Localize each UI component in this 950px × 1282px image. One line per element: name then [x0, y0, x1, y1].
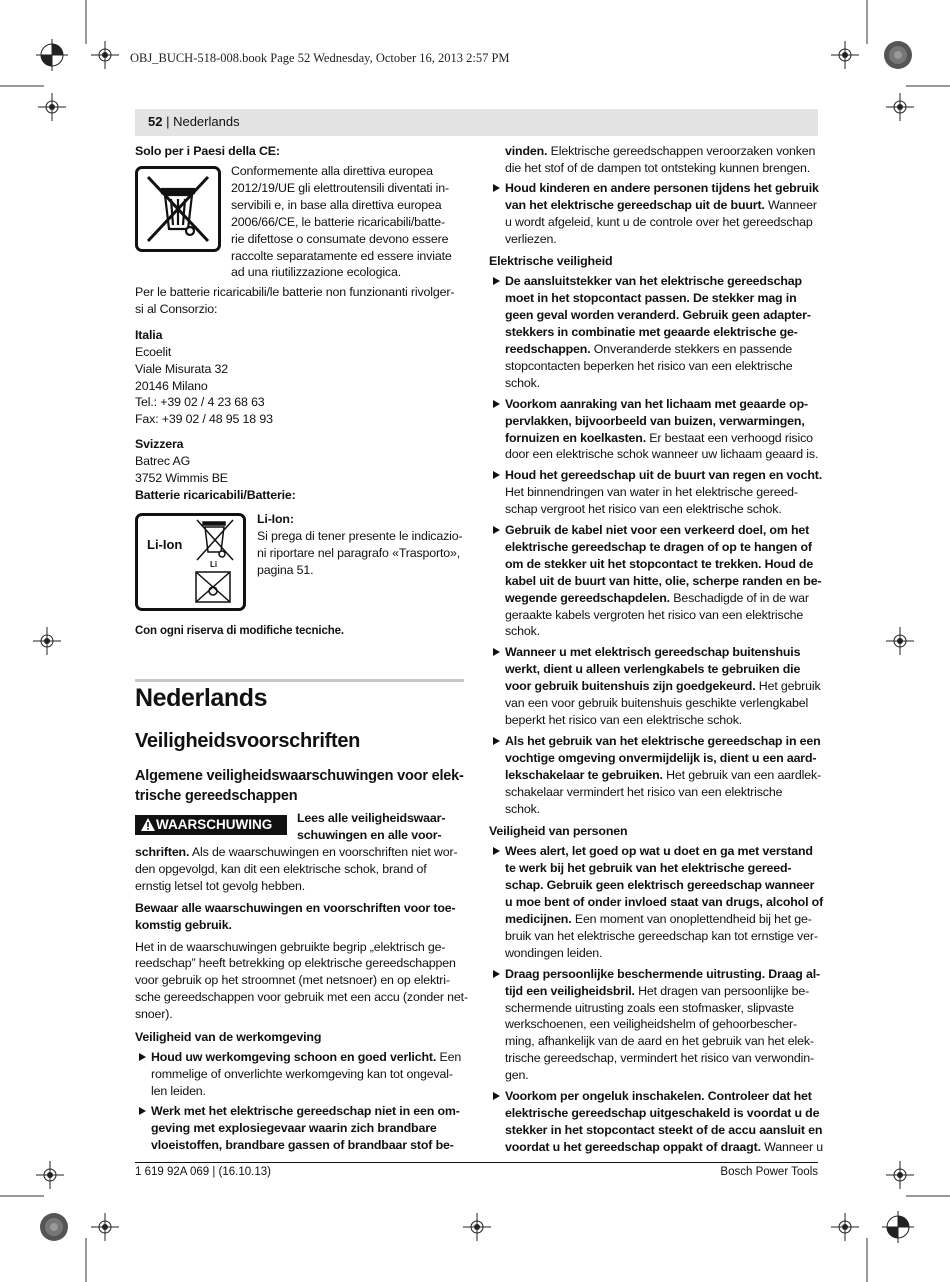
warning-triangle-icon [140, 817, 156, 832]
italia-heading: Italia [135, 327, 163, 342]
list-item: Als het gebruik van het elektrische gereedschap in een vochtige omgeving onvermijdelijk is, dient u een aard- lekschakelaar te gebruiken. Het gebruik van een aardlek- schakelaar vermindert het risico van een elektrische schok. [489, 733, 824, 818]
warn-right: Lees alle veiligheidswaar- schuwingen en alle voor- [297, 811, 446, 842]
svizzera-heading: Svizzera [135, 437, 184, 452]
list-item: Houd kinderen en andere personen tijdens het gebruik van het elektrische gereedschap uit de buurt. Wanneer u wordt afgeleid, kunt u de controle over het gereedschap verliezen. [489, 180, 824, 248]
personen-heading: Veiligheid van personen [489, 824, 628, 839]
nl-h3: Algemene veiligheidswaarschuwingen voor elek- trische gereedschappen [135, 768, 464, 804]
elek-heading: Elektrische veiligheid [489, 254, 613, 269]
footer-rule [135, 1162, 818, 1163]
batterie-heading: Batterie ricaricabili/Batterie: [135, 487, 296, 502]
list-item: Werk met het elektrische gereedschap niet in een om- geving met explosiegevaar waarin zich brandbare vloeistoffen, brandbare gassen of brandbaar stof be- [135, 1103, 470, 1154]
footer-right: Bosch Power Tools [720, 1166, 818, 1178]
list-item: Wees alert, let goed op wat u doet en ga met verstand te werk bij het gebruik van het elektrische gereed- schap. Gebruik geen elektrisch gereedschap wanneer u moe bent of onder invloed staat van drugs, alcohol of medicijnen. Een moment van onoplettendheid bij het ge- bruik van het elektrische gereedschap kan tot ernstige ver- wondingen leiden. [489, 843, 824, 961]
list-item: Houd uw werkomgeving schoon en goed verlicht. Een rommelige of onverlichte werkomgeving kan tot ongeval- len leiden. [135, 1049, 470, 1100]
left-body: schriften. Als de waarschuwingen en voorschriften niet wor- den opgevolgd, kan dit een elektrische schok, brand of ernstig letsel tot gevolg hebben. Bewaar alle waarschuwingen en voorschriften voor toe- komstig gebruik. Het in de waarschuwingen gebruikte begrip „elektrisch ge- reedschap” heeft betrekking op elektrische gereedschappen voor gebruik op het stroomnet (met netsnoer) en op elektri- sche gereedschappen voor gebruik met een accu (zonder net- snoer). Veiligheid van de werkomgeving Houd uw werkomgeving schoon en goed verlicht. Een rommelige of onverlichte werkomgeving kan tot ongeval- len leiden. Werk met het elektrische gereedschap niet in een om- geving met explosiegevaar waarin zich brandbare vloeistoffen, brandbare gassen of brandbaar stof be- [135, 844, 470, 1153]
weee-symbol [135, 166, 221, 252]
weee-text: Conformemente alla direttiva europea 2012/19/UE gli elettroutensili diventati in- servibili e, in base alla direttiva europea 2006/66/CE, le batterie ricaricabili/batte- rie difettose o consumate devono essere raccolte separatamente ed essere inviate ad una riutilizzazione ecologica. [231, 164, 452, 280]
list-item: De aansluitstekker van het elektrische gereedschap moet in het stopcontact passen. De stekker mag in geen geval worden veranderd. Gebruik geen adapter- stekkers in combinatie met geaarde elektrische ge- reedschappen. Onveranderde stekkers en passende stopcontacten beperken het risico van een elektrische schok. [489, 273, 824, 391]
list-item: Voorkom per ongeluk inschakelen. Controleer dat het elektrische gereedschap uitgeschakeld is voordat u de stekker in het stopcontact steekt of de accu aansluit en voordat u het gereedschap oppakt of draagt. Wanneer u [489, 1088, 824, 1156]
liion-box-label: Li-Ion [147, 537, 183, 552]
list-item: Gebruik de kabel niet voor een verkeerd doel, om het elektrische gereedschap te dragen of op te hangen of om de stekker uit het stopcontact te trekken. Houd de kabel uit de buurt van hitte, olie, scherpe randen en be- wegende gereedschapdelen. Beschadigde of in de war geraakte kabels vergroten het risico van een elektrische schok. [489, 522, 824, 640]
nl-subtitle: Veiligheidsvoorschriften [135, 730, 361, 752]
page-language: Nederlands [173, 114, 240, 129]
crossed-bin-icon [138, 169, 218, 249]
left-column [135, 143, 465, 160]
list-item: Voorkom aanraking van het lichaam met geaarde op- pervlakken, bijvoorbeeld van buizen, verwarmingen, fornuizen en koelkasten. Er bestaat een verhoogd risico door een elektrische schok wanneer uw lichaam geaard is. [489, 396, 824, 464]
consorzio-block: Per le batterie ricaricabili/le batterie non funzionanti rivolger- si al Consorzio: Italia Ecoelit Viale Misurata 32 20146 Milano Tel.: +39 02 / 4 23 68 63 Fax: +39 02 / 48 95 18 93 Svizzera Batrec AG 3752 Wimmis BE Batterie ricaricabili/Batterie: [135, 284, 470, 504]
li-small-label: Li [210, 560, 218, 569]
list-item: Houd het gereedschap uit de buurt van regen en vocht. Het binnendringen van water in het elektrische gereed- schap vergroot het risico van een elektrische schok. [489, 467, 824, 518]
riserva-note: Con ogni riserva di modifiche tecniche. [135, 625, 344, 637]
solo-heading: Solo per i Paesi della CE: [135, 144, 280, 158]
page-header: 52 | Nederlands [148, 114, 240, 129]
right-column: vinden. Elektrische gereedschappen veroorzaken vonken die het stof of de dampen tot ontsteking kunnen brengen. Houd kinderen en andere personen tijdens het gebruik van het elektrische gereedschap uit de buurt. Wanneer u wordt afgeleid, kunt u de controle over het gereedschap verliezen. Elektrische veiligheid De aansluitstekker van het elektrische gereedschap moet in het stopcontact passen. De stekker mag in geen geval worden veranderd. Gebruik geen adapter- stekkers in combinatie met geaarde elektrische ge- reedschappen. Onveranderde stekkers en passende stopcontacten beperken het risico van een elektrische schok. Voorkom aanraking van het lichaam met geaarde op- pervlakken, bijvoorbeeld van buizen, verwarmingen, fornuizen en koelkasten. Er bestaat een verhoogd risico door een elektrische schok wanneer uw lichaam geaard is. Houd het gereedschap uit de buurt van regen en vocht. Het binnendringen van water in het elektrische gereed- schap vergroot het risico van een elektrische schok. Gebruik de kabel niet voor een verkeerd doel, om het elektrische gereedschap te dragen of op te hangen of om de stekker uit het stopcontact te trekken. Houd de kabel uit de buurt van hitte, olie, scherpe randen en be- wegende gereedschapdelen. Beschadigde of in de war geraakte kabels vergroten het risico van een elektrische schok. Wanneer u met elektrisch gereedschap buitenshuis werkt, dient u alleen verlengkabels te gebruiken die voor gebruik buitenshuis zijn goedgekeurd. Het gebruik van een voor gebruik buitenshuis geschikte verlengkabel beperkt het risico van een elektrische schok. Als het gebruik van het elektrische gereedschap in een vochtige omgeving onvermijdelijk is, dient u een aard- lekschakelaar te gebruiken. Het gebruik van een aardlek- schakelaar vermindert het risico van een elektrische schok. Veiligheid van personen Wees alert, let goed op wat u doet en ga met verstand te werk bij het gebruik van het elektrische gereed- schap. Gebruik geen elektrisch gereedschap wanneer u moe bent of onder invloed staat van drugs, alcohol of medicijnen. Een moment van onoplettendheid bij het ge- bruik van het elektrische gereedschap kan tot ernstige ver- wondingen leiden. Draag persoonlijke beschermende uitrusting. Draag al- tijd een veiligheidsbril. Het dragen van persoonlijke be- schermende uitrusting zoals een stofmasker, slipvaste werkschoenen, een veiligheidshelm of gehoorbescher- ming, afhankelijk van de aard en het gebruik van het elek- trische gereedschap, vermindert het risico van verwondin- gen. Voorkom per ongeluk inschakelen. Controleer dat het elektrische gereedschap uitgeschakeld is voordat u de stekker in het stopcontact steekt of de accu aansluit en voordat u het gereedschap oppakt of draagt. Wanneer u [489, 144, 824, 1154]
list-item: Draag persoonlijke beschermende uitrusting. Draag al- tijd een veiligheidsbril. Het dragen van persoonlijke be- schermende uitrusting zoals een stofmasker, slipvaste werkschoenen, een veiligheidshelm of gehoorbescher- ming, afhankelijk van de aard en het gebruik van het elek- trische gereedschap, vermindert het risico van verwondin- gen. [489, 966, 824, 1084]
section-rule [135, 679, 464, 682]
footer-left: 1 619 92A 069 | (16.10.13) [135, 1166, 271, 1178]
liion-symbol [135, 513, 246, 611]
print-header: OBJ_BUCH-518-008.book Page 52 Wednesday, October 16, 2013 2:57 PM [130, 51, 510, 65]
list-item: Wanneer u met elektrisch gereedschap buitenshuis werkt, dient u alleen verlengkabels te gebruiken die voor gebruik buitenshuis zijn goedgekeurd. Het gebruik van een voor gebruik buitenshuis geschikte verlengkabel beperkt het risico van een elektrische schok. [489, 644, 824, 729]
nl-title: Nederlands [135, 684, 268, 712]
werkomgeving-heading: Veiligheid van de werkomgeving [135, 1030, 322, 1045]
warning-badge: WAARSCHUWING [135, 815, 287, 835]
page-number: 52 [148, 114, 163, 129]
liion-text: Li-Ion: Si prega di tener presente le indicazio- ni riportare nel paragrafo «Trasporto», pagina 51. [257, 512, 463, 577]
